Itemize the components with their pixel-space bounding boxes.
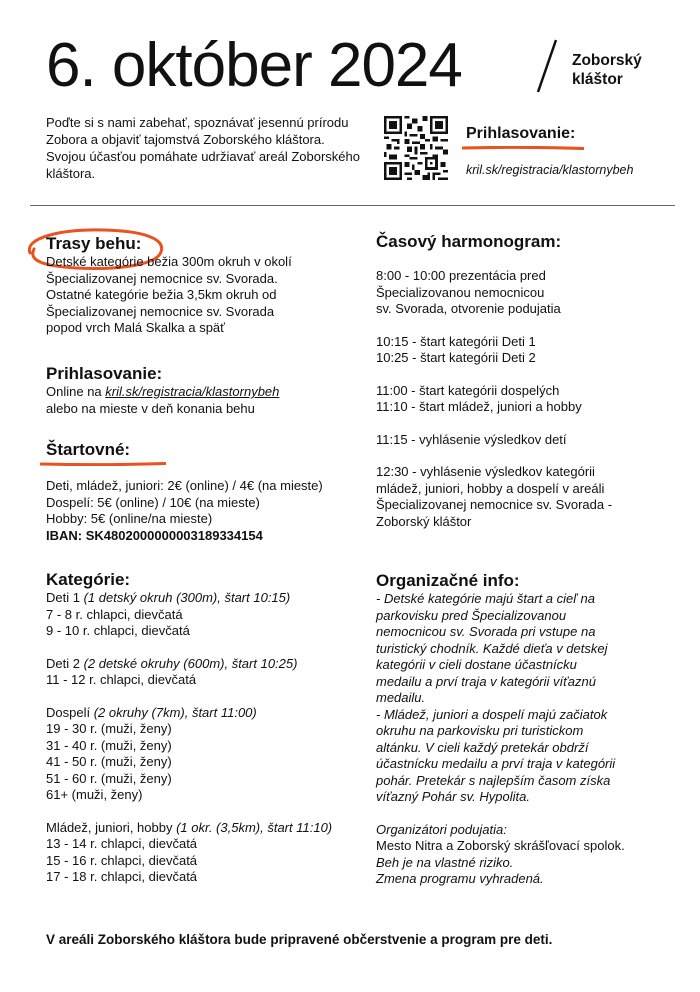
category-title: [46, 820, 366, 837]
trasy-line: Detské kategórie bežia 300m okruh v okolí: [46, 254, 292, 269]
category-name: Dospelí: [46, 704, 94, 720]
iban: IBAN: SK4802000000003189334154: [46, 527, 263, 543]
info-line: nemocnicou sv. Svorada pri vstupe na: [376, 624, 596, 639]
harmonogram-heading: Časový harmonogram:: [376, 232, 562, 251]
registration-underline: [462, 146, 584, 150]
trasy-line: Špecializovanej nemocnice sv. Svorada: [46, 303, 275, 319]
category-item: 51 - 60 r. (muži, ženy): [46, 770, 172, 786]
trasy-heading: Trasy behu:: [46, 234, 142, 253]
schedule-line: 12:30 - vyhlásenie výsledkov kategórii: [376, 464, 595, 479]
section-divider: [30, 205, 675, 206]
section-trasy: [46, 234, 366, 337]
schedule-line: Zoborský kláštor: [376, 513, 472, 529]
place-line-2: kláštor: [572, 71, 623, 88]
category-item: 17 - 18 r. chlapci, dievčatá: [46, 869, 198, 884]
category-detail: (2 okruhy (7km), štart 11:00): [93, 704, 257, 720]
category-name: Deti 2: [46, 655, 84, 671]
info-line: účastnícku medailu a prví traja v kategórii: [376, 756, 616, 771]
prihlasovanie-heading: Prihlasovanie:: [46, 364, 163, 383]
info-line: altánku. V cieli každý pretekár obdrží: [376, 739, 589, 755]
schedule-line: Špecializovanou nemocnicou: [376, 284, 545, 300]
section-kategorie: [46, 570, 366, 886]
category-item: 15 - 16 r. chlapci, dievčatá: [46, 852, 198, 868]
kategorie-heading: Kategórie:: [46, 570, 131, 589]
startovne-underline: [40, 462, 166, 466]
category-detail: (1 detský okruh (300m), štart 10:15): [83, 590, 291, 605]
place-line-1: Zoborský: [572, 52, 642, 69]
info-line: pohár. Pretekár s najlepším časom získa: [376, 772, 611, 788]
prihlasovanie-line-2: alebo na mieste v deň konania behu: [46, 400, 255, 416]
info-line: parkovisku pred Špecializovanou: [376, 607, 567, 623]
category-item: 41 - 50 r. (muži, ženy): [46, 754, 172, 769]
category-item: 13 - 14 r. chlapci, dievčatá: [46, 836, 198, 851]
qr-code-icon[interactable]: [384, 116, 448, 180]
category-item: 7 - 8 r. chlapci, dievčatá: [46, 606, 183, 622]
category-item: 31 - 40 r. (muži, ženy): [46, 737, 172, 753]
category-name: Deti 1: [46, 590, 84, 605]
schedule-line: 10:15 - štart kategórii Deti 1: [376, 333, 536, 349]
prihlasovanie-line-1: [46, 384, 366, 401]
event-date: 6. október 2024: [46, 31, 462, 100]
category-item: 19 - 30 r. (muži, ženy): [46, 721, 172, 736]
startovne-heading: Štartovné:: [46, 440, 131, 459]
schedule-line: 8:00 - 10:00 prezentácia pred: [376, 268, 546, 283]
category-item: 9 - 10 r. chlapci, dievčatá: [46, 623, 190, 638]
info-line: víťazný Pohár sv. Hypolita.: [376, 789, 530, 804]
intro-text: Poďte si s nami zabehať, spoznávať jesennú prírodu Zobora a objaviť tajomstvá Zoborského kláštora. Svojou účasťou pomáhate udržiavať areál Zoborského kláštora.: [46, 115, 360, 181]
section-prihlasovanie: [46, 364, 366, 417]
registration-heading: Prihlasovanie:: [466, 125, 576, 142]
registration-link[interactable]: kril.sk/registracia/klastornybeh: [466, 163, 634, 177]
category-item: 61+ (muži, ženy): [46, 787, 143, 802]
organizers: Mesto Nitra a Zoborský skrášľovací spolok.: [376, 838, 625, 853]
schedule-line: 11:15 - vyhlásenie výsledkov detí: [376, 431, 567, 447]
info-heading: Organizačné info:: [376, 571, 520, 590]
startovne-list: [46, 478, 366, 544]
section-info: [376, 571, 676, 888]
category-name: Mládež, juniori, hobby: [46, 819, 177, 835]
category-title: [46, 705, 366, 722]
trasy-line: popod vrch Malá Skalka a späť: [46, 320, 226, 335]
schedule-line: sv. Svorada, otvorenie podujatia: [376, 301, 561, 316]
info-line: medailu.: [376, 690, 426, 705]
organizers-label: Organizátori podujatia:: [376, 821, 507, 837]
schedule-line: 10:25 - štart kategórii Deti 2: [376, 350, 536, 365]
category-title: [46, 590, 366, 607]
info-line: - Detské kategórie majú štart a cieľ na: [376, 591, 595, 606]
schedule-line: mládež, juniori, hobby a dospelí v areáli: [376, 480, 605, 496]
category-item: 11 - 12 r. chlapci, dievčatá: [46, 672, 197, 687]
info-line: turistický chodník. Každé dieťa v detskej: [376, 640, 608, 656]
info-line: - Mládež, juniori a dospelí majú začiatok: [376, 706, 608, 722]
startovne-line: Dospelí: 5€ (online) / 10€ (na mieste): [46, 494, 260, 510]
schedule-line: Špecializovanej nemocnice sv. Svorada -: [376, 497, 613, 512]
prihlasovanie-prefix: Online na: [46, 384, 106, 399]
prihlasovanie-link[interactable]: kril.sk/registracia/klastornybeh: [105, 384, 280, 399]
section-harmonogram: [376, 232, 676, 530]
schedule-line: 11:00 - štart kategórii dospelých: [376, 382, 560, 398]
info-line: medailu a prví traja v kategórii víťaznú: [376, 673, 596, 689]
startovne-line: Deti, mládež, juniori: 2€ (online) / 4€ (na mieste): [46, 478, 323, 493]
startovne-line: Hobby: 5€ (online/na mieste): [46, 511, 213, 526]
change-note: Zmena programu vyhradená.: [376, 871, 544, 886]
schedule-line: 11:10 - štart mládež, juniori a hobby: [376, 399, 582, 414]
trasy-line: Špecializovanej nemocnice sv. Svorada.: [46, 270, 278, 286]
trasy-line: Ostatné kategórie bežia 3,5km okruh od: [46, 287, 277, 302]
category-detail: (2 detské okruhy (600m), štart 10:25): [83, 655, 298, 671]
info-line: okruhu na parkovisku pri turistickom: [376, 723, 584, 738]
risk-note: Beh je na vlastné riziko.: [376, 854, 514, 870]
info-line: kategórii v cieli dostane účastnícku: [376, 657, 577, 672]
footer-note: V areáli Zoborského kláštora bude pripravené občerstvenie a program pre deti.: [46, 932, 553, 947]
slash-divider: [536, 38, 558, 94]
section-startovne: [46, 440, 366, 460]
event-place: [572, 51, 642, 89]
category-title: [46, 656, 366, 673]
category-detail: (1 okr. (3,5km), štart 11:10): [176, 819, 333, 835]
